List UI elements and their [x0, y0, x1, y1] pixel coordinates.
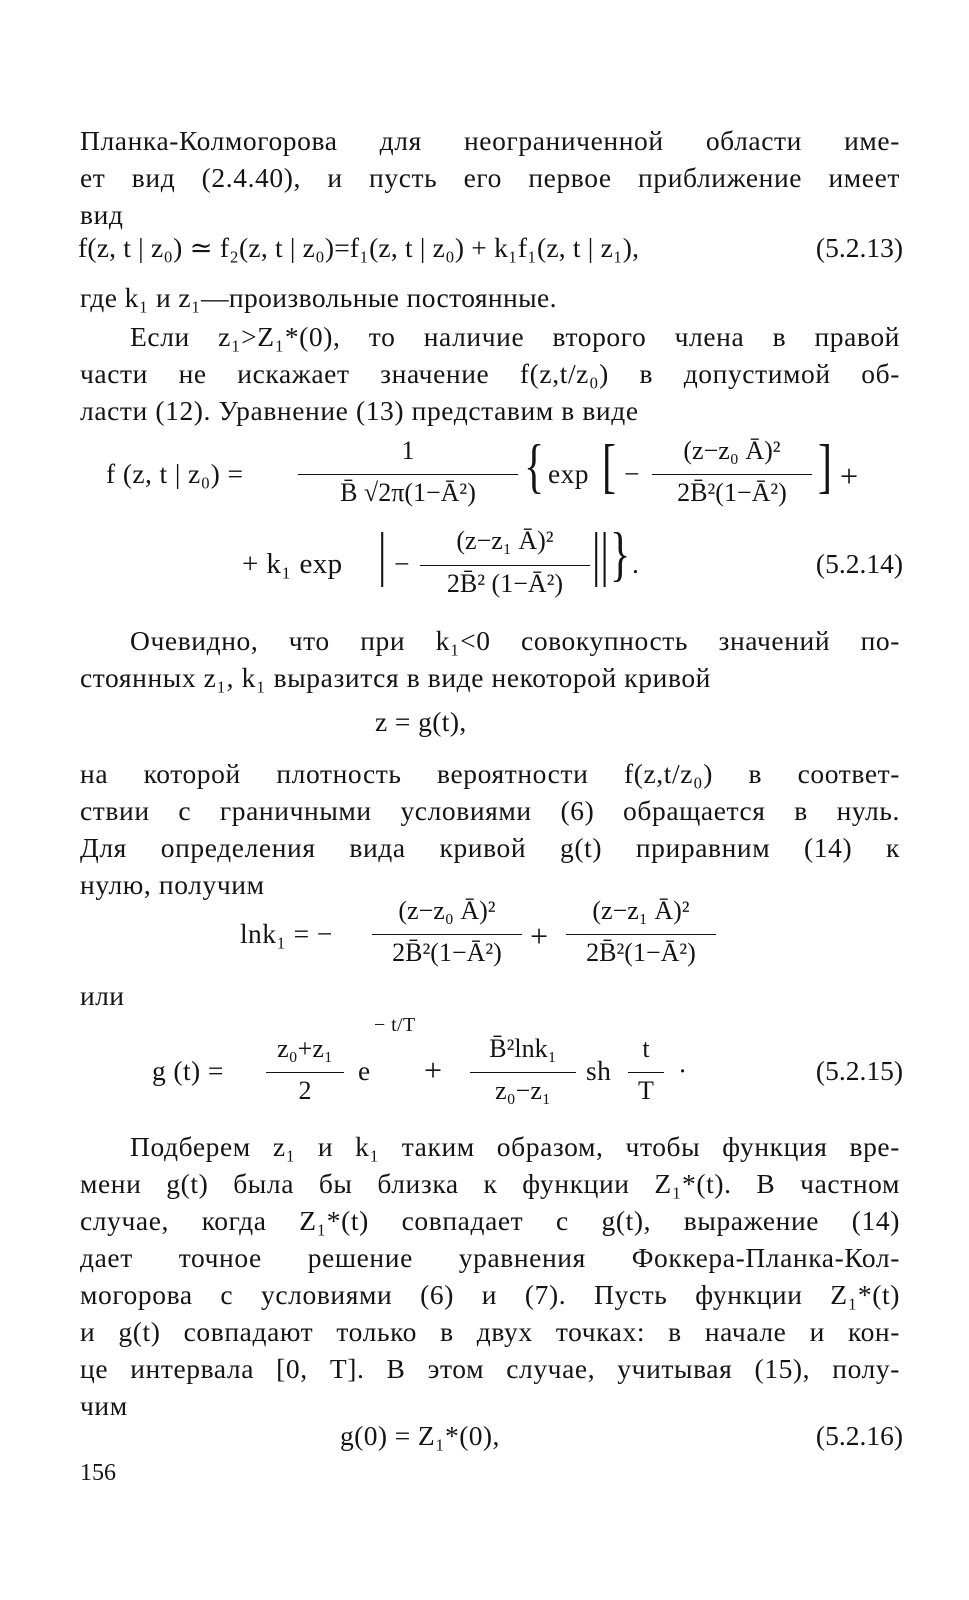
- eqln-f1-numerator: (z−z₀ Ā)²: [398, 896, 496, 925]
- left-brace-icon: {: [524, 433, 545, 499]
- text-line: стоянных z₁, k₁ выразится в виде некоторой кривой: [80, 662, 712, 693]
- eq14-exp2-numerator: (z−z₁ Ā)²: [456, 526, 554, 555]
- text-line: чим: [80, 1390, 128, 1421]
- text-line: случае, когда Z₁*(t) совпадает с g(t), выражение (14): [80, 1205, 900, 1236]
- eq14-exp1-numerator: (z−z₀ Ā)²: [683, 436, 781, 465]
- paragraph-density: [80, 755, 900, 903]
- equation-number-5-2-15: (5.2.15): [815, 1055, 903, 1086]
- eq14-exp2-denominator: 2B̄² (1−Ā²): [446, 569, 564, 598]
- eq15-f3-numerator: t: [642, 1034, 650, 1063]
- equation-number-5-2-16: (5.2.16): [815, 1420, 903, 1451]
- text-line: Подберем z₁ и k₁ таким образом, чтобы функция вре-: [130, 1131, 900, 1162]
- text-line: на которой плотность вероятности f(z,t/z₀) в соответ-: [80, 758, 900, 789]
- eq14-exp: exp: [548, 458, 589, 489]
- text-line: ствии с граничными условиями (6) обращается в нуль.: [80, 795, 900, 826]
- text-line: вид: [80, 199, 124, 230]
- text-line: и g(t) совпадают только в двух точках: в начале и кон-: [80, 1316, 900, 1347]
- eqln-f1-bar: [372, 934, 522, 935]
- paragraph-constants: где k₁ и z₁—произвольные постоянные.: [80, 282, 557, 313]
- eqln-f2-numerator: (z−z₁ Ā)²: [592, 896, 690, 925]
- eq15-sh: sh: [586, 1055, 612, 1086]
- text-line: Очевидно, что при k₁<0 совокупность значений по-: [130, 625, 900, 656]
- eqln-f2-bar: [566, 934, 716, 935]
- eqln-f1-denominator: 2B̄²(1−Ā²): [392, 938, 502, 967]
- minus-sign: −: [394, 548, 410, 579]
- paragraph-choose: [80, 1128, 900, 1165]
- paragraph-obviously: [80, 622, 900, 659]
- equation-number-5-2-13: (5.2.13): [815, 232, 903, 263]
- plus-sign: +: [530, 918, 549, 954]
- text-line: части не искажает значение f(z,t/z₀) в допустимой об-: [80, 358, 900, 389]
- eq15-e: e: [358, 1055, 371, 1086]
- right-bar-icon: ||: [592, 521, 609, 587]
- left-bar-icon: |: [378, 521, 387, 587]
- equation-curve: z = g(t),: [375, 706, 467, 737]
- eq14-lhs: f (z, t | z₀) =: [106, 458, 244, 489]
- paragraph-if-condition: [80, 318, 900, 355]
- eq15-f2-denominator: z₀−z₁: [495, 1076, 551, 1105]
- eq14-exp1-denominator: 2B̄²(1−Ā²): [677, 478, 787, 507]
- eq14-coef-numerator: 1: [401, 436, 415, 465]
- eqln-f2-denominator: 2B̄²(1−Ā²): [586, 938, 696, 967]
- text-line: мени g(t) была бы близка к функции Z₁*(t). В частном: [80, 1168, 900, 1199]
- eq14-coef-denominator: B̄ √2π(1−Ā²): [340, 478, 476, 507]
- text-line: Планка-Колмогорова для неограниченной области име-: [80, 125, 900, 156]
- text-line: ласти (12). Уравнение (13) представим в виде: [80, 395, 639, 426]
- eqln-lhs: lnk₁ = −: [240, 918, 333, 949]
- eq15-lhs: g (t) =: [152, 1055, 224, 1086]
- page-number: 156: [80, 1460, 116, 1486]
- eq14-coef-bar: [298, 474, 518, 475]
- eq15-f1-bar: [266, 1072, 344, 1073]
- paragraph-obviously-cont: [80, 659, 900, 696]
- eq15-f3-denominator: T: [638, 1076, 654, 1105]
- text-line: це интервала [0, T]. В этом случае, учитывая (15), полу-: [80, 1353, 900, 1384]
- plus-sign: +: [840, 458, 859, 494]
- text-line: дает точное решение уравнения Фоккера-Планка-Кол-: [80, 1242, 900, 1273]
- equation-5-2-16: g(0) = Z₁*(0),: [340, 1420, 500, 1451]
- eq15-f2-numerator: B̄²lnk₁: [489, 1034, 557, 1063]
- minus-sign: −: [624, 458, 640, 489]
- paragraph-choose-cont: [80, 1165, 900, 1424]
- eq15-f2-bar: [470, 1072, 576, 1073]
- text-line: нулю, получим: [80, 869, 265, 900]
- equation-5-2-13: f(z, t | z₀) ≃ f₂(z, t | z₀)=f₁(z, t | z₀) + k₁f₁(z, t | z₁),: [78, 232, 640, 263]
- eq15-f1-numerator: z₀+z₁: [277, 1034, 333, 1063]
- right-bracket-icon: ]: [818, 433, 832, 499]
- left-bracket-icon: [: [602, 433, 616, 499]
- text-line: ет вид (2.4.40), и пусть его первое приближение имеет: [80, 162, 900, 193]
- text-line: Для определения вида кривой g(t) приравним (14) к: [80, 832, 900, 863]
- text-line: Если z₁>Z₁*(0), то наличие второго члена в правой: [130, 321, 900, 352]
- eq15-exp-superscript: − t/T: [374, 1014, 416, 1036]
- equation-number-5-2-14: (5.2.14): [815, 548, 903, 579]
- eq15-dot: ·: [678, 1055, 688, 1086]
- right-brace-icon: }: [610, 521, 631, 587]
- period: .: [632, 548, 640, 579]
- eq15-f3-bar: [628, 1072, 664, 1073]
- eq14-exp2-bar: [420, 565, 590, 566]
- paragraph-intro: [80, 122, 900, 233]
- paragraph-if-condition-cont: [80, 355, 900, 429]
- eq15-f1-denominator: 2: [298, 1076, 312, 1105]
- eq14-k-term: + k₁ exp: [242, 548, 343, 580]
- plus-sign: +: [424, 1052, 443, 1088]
- text-line: могорова с условиями (6) и (7). Пусть функции Z₁*(t): [80, 1279, 900, 1310]
- word-or: или: [80, 980, 125, 1011]
- eq14-exp1-bar: [652, 474, 812, 475]
